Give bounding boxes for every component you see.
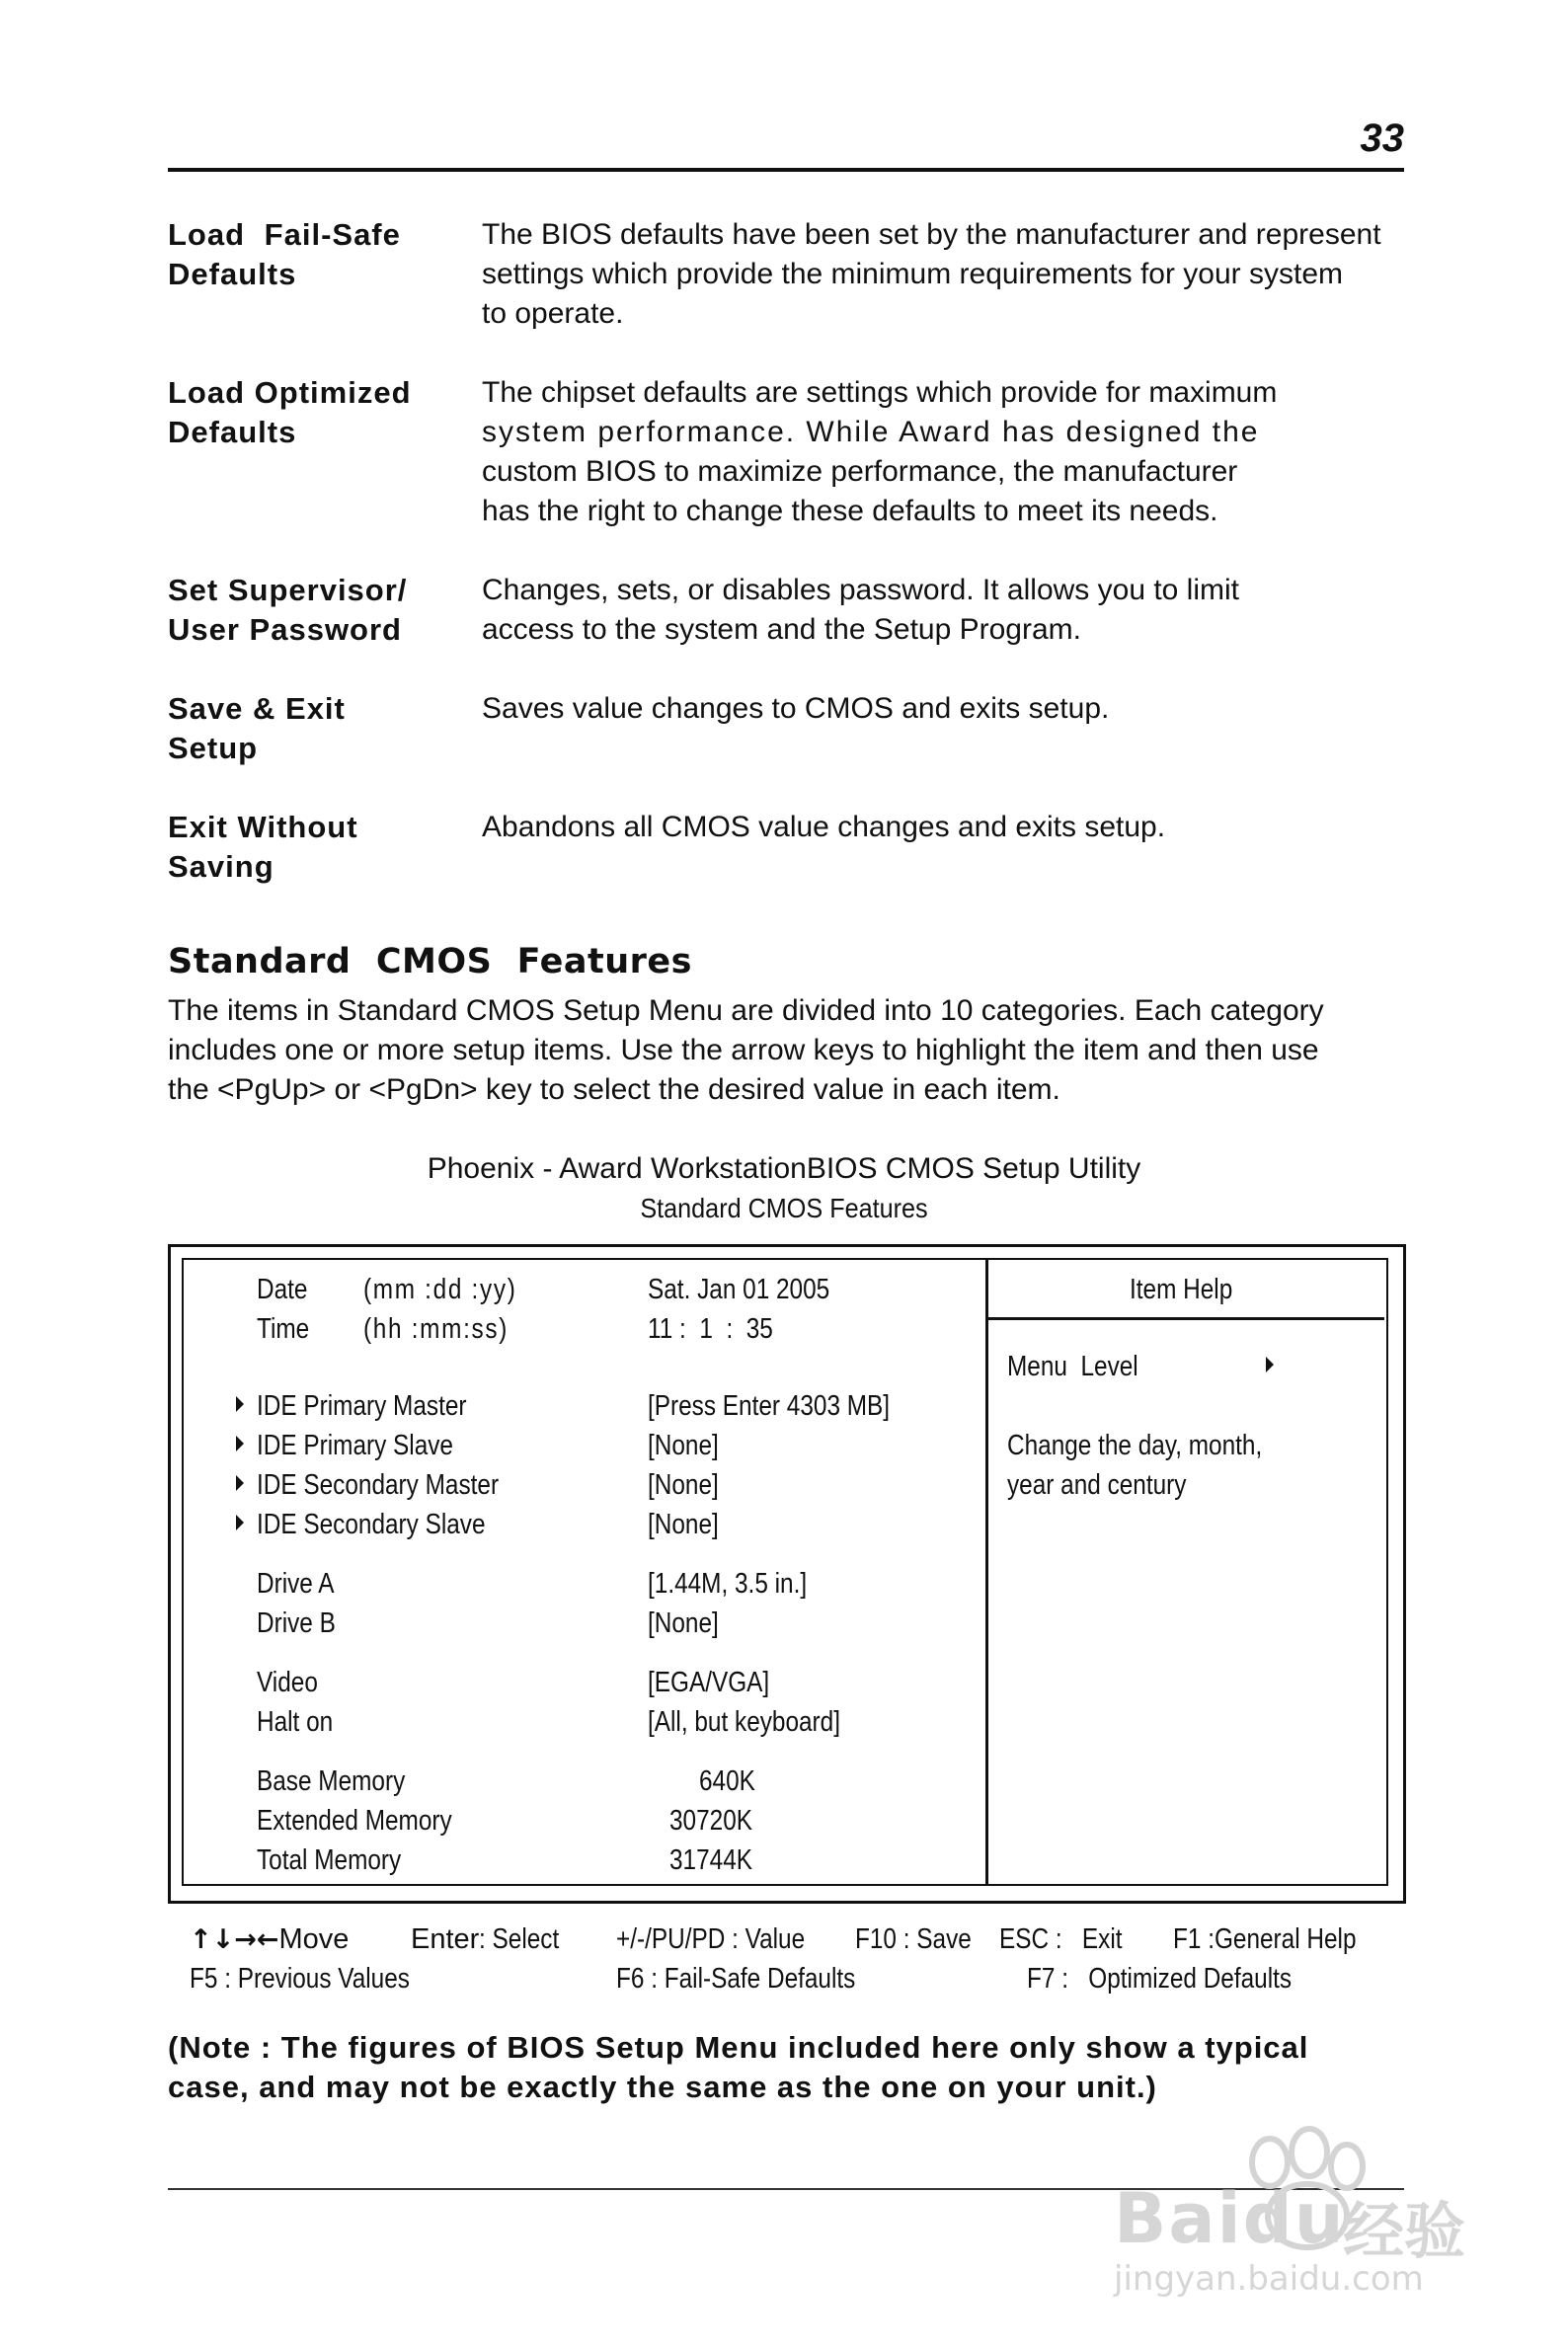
video-value[interactable]: [EGA/VGA] <box>648 1667 770 1698</box>
drive-a-label: Drive A <box>257 1568 335 1600</box>
help-panel-divider <box>985 1258 988 1884</box>
definition-term <box>168 373 482 531</box>
drive-b-label: Drive B <box>257 1607 336 1639</box>
desc-line: system performance. While Award has designed the <box>482 416 1260 448</box>
desc-line: Changes, sets, or disables password. It allows you to limit <box>482 574 1240 606</box>
definition-term <box>168 571 482 650</box>
submenu-arrow-icon <box>236 1396 244 1412</box>
item-help-header: Item Help <box>1130 1274 1233 1305</box>
term-line: Setup <box>168 731 259 765</box>
term-line: Defaults <box>168 415 297 449</box>
ide-primary-slave-value[interactable]: [None] <box>648 1430 719 1461</box>
term-line: Saving <box>168 849 274 884</box>
menu-level-arrow-icon <box>1266 1357 1274 1372</box>
help-text-line: Change the day, month, <box>1007 1430 1263 1461</box>
definition-term <box>168 808 482 887</box>
drive-b-value[interactable]: [None] <box>648 1607 719 1639</box>
halt-on-value[interactable]: [All, but keyboard] <box>648 1706 840 1738</box>
definition-row <box>168 215 1408 334</box>
ide-secondary-master-value[interactable]: [None] <box>648 1469 719 1501</box>
date-label: Date <box>257 1274 308 1305</box>
desc-line: The BIOS defaults have been set by the manufacturer and represent <box>482 218 1381 251</box>
term-line: User Password <box>168 612 402 647</box>
base-memory-label: Base Memory <box>257 1765 406 1797</box>
desc-line: custom BIOS to maximize performance, the manufacturer <box>482 455 1238 488</box>
base-memory-value: 640K <box>699 1765 755 1797</box>
video-label: Video <box>257 1667 318 1698</box>
menu-level-label: Menu Level <box>1007 1351 1138 1382</box>
extended-memory-value: 30720K <box>669 1805 752 1837</box>
f1-key-legend: F1 :General Help <box>1173 1923 1357 1955</box>
enter-desc: : Select <box>479 1923 560 1955</box>
utility-title: Phoenix - Award WorkstationBIOS CMOS Setup Utility <box>427 1152 1141 1185</box>
desc-line: to operate. <box>482 297 624 330</box>
desc-line: The chipset defaults are settings which provide for maximum <box>482 376 1278 409</box>
note-line: case, and may not be exactly the same as the one on your unit.) <box>168 2070 1157 2104</box>
help-text-line: year and century <box>1007 1469 1187 1501</box>
definition-desc <box>482 215 1408 334</box>
watermark-brand: Baidu <box>1114 2178 1346 2259</box>
ide-primary-master-value[interactable]: [Press Enter 4303 MB] <box>648 1390 891 1422</box>
term-line: Load Optimized <box>168 375 412 410</box>
intro-line: The items in Standard CMOS Setup Menu are divided into 10 categories. Each category <box>168 994 1324 1027</box>
header-rule <box>168 168 1404 172</box>
term-line: Exit Without <box>168 810 358 844</box>
definition-row <box>168 689 1408 768</box>
intro-paragraph <box>168 991 1408 1110</box>
desc-line: access to the system and the Setup Program. <box>482 613 1081 646</box>
value-key-legend: +/-/PU/PD : Value <box>616 1923 806 1955</box>
date-value-field[interactable]: Sat. Jan 01 2005 <box>648 1274 830 1305</box>
enter-key-legend <box>411 1921 575 1957</box>
note-line: (Note : The figures of BIOS Setup Menu included here only show a typical <box>168 2030 1309 2065</box>
definition-row <box>168 373 1408 531</box>
date-format: (mm :dd :yy) <box>363 1274 517 1305</box>
key-legend-row-1 <box>190 1921 349 1958</box>
definition-row <box>168 571 1408 650</box>
term-line: Save & Exit <box>168 691 346 726</box>
time-value-field[interactable]: 11 : 1 : 35 <box>648 1313 773 1345</box>
ide-secondary-slave-item[interactable]: IDE Secondary Slave <box>257 1509 486 1540</box>
intro-line: the <PgUp> or <PgDn> key to select the desired value in each item. <box>168 1073 1060 1106</box>
submenu-arrow-icon <box>236 1515 244 1530</box>
arrow-keys-icon: ↑↓→← <box>190 1924 279 1955</box>
f7-key-legend: F7 : Optimized Defaults <box>1027 1963 1293 1995</box>
definition-desc <box>482 689 1408 768</box>
definition-desc <box>482 571 1408 650</box>
utility-subtitle: Standard CMOS Features <box>640 1193 928 1223</box>
intro-line: includes one or more setup items. Use the arrow keys to highlight the item and then use <box>168 1034 1319 1066</box>
time-label: Time <box>257 1313 310 1345</box>
f10-key-legend: F10 : Save <box>855 1923 972 1955</box>
f6-key-legend: F6 : Fail-Safe Defaults <box>616 1963 856 1995</box>
submenu-arrow-icon <box>236 1436 244 1451</box>
note-paragraph <box>168 2028 1408 2107</box>
desc-line: settings which provide the minimum requirements for your system <box>482 258 1343 290</box>
watermark-url: jingyan.baidu.com <box>1114 2259 1424 2299</box>
desc-line: Saves value changes to CMOS and exits setup. <box>482 692 1110 725</box>
page-number: 33 <box>1360 117 1404 160</box>
desc-line: Abandons all CMOS value changes and exits setup. <box>482 811 1166 843</box>
definition-desc <box>482 373 1408 531</box>
f5-key-legend: F5 : Previous Values <box>190 1963 410 1995</box>
definition-row <box>168 808 1408 887</box>
desc-line: has the right to change these defaults to meet its needs. <box>482 495 1218 527</box>
definition-term <box>168 215 482 334</box>
term-line: Set Supervisor/ <box>168 573 408 607</box>
ide-secondary-master-item[interactable]: IDE Secondary Master <box>257 1469 500 1501</box>
term-line: Load Fail-Safe <box>168 217 401 252</box>
total-memory-label: Total Memory <box>257 1844 402 1876</box>
term-line: Defaults <box>168 257 297 291</box>
halt-on-label: Halt on <box>257 1706 334 1738</box>
baidu-watermark-logo <box>1114 2123 1489 2301</box>
ide-primary-master-item[interactable]: IDE Primary Master <box>257 1390 467 1422</box>
ide-primary-slave-item[interactable]: IDE Primary Slave <box>257 1430 453 1461</box>
definition-list <box>168 215 1408 926</box>
submenu-arrow-icon <box>236 1475 244 1491</box>
time-format: (hh :mm:ss) <box>363 1313 510 1345</box>
esc-key-legend: ESC : Exit <box>999 1923 1123 1955</box>
enter-key: Enter <box>411 1923 480 1955</box>
help-header-divider <box>987 1317 1384 1320</box>
extended-memory-label: Extended Memory <box>257 1805 452 1837</box>
watermark-cn: 经验 <box>1343 2195 1466 2267</box>
definition-desc <box>482 808 1408 887</box>
ide-secondary-slave-value[interactable]: [None] <box>648 1509 719 1540</box>
section-heading: Standard CMOS Features <box>168 942 693 981</box>
total-memory-value: 31744K <box>669 1844 752 1876</box>
definition-term <box>168 689 482 768</box>
drive-a-value[interactable]: [1.44M, 3.5 in.] <box>648 1568 808 1600</box>
move-label: Move <box>278 1923 350 1955</box>
